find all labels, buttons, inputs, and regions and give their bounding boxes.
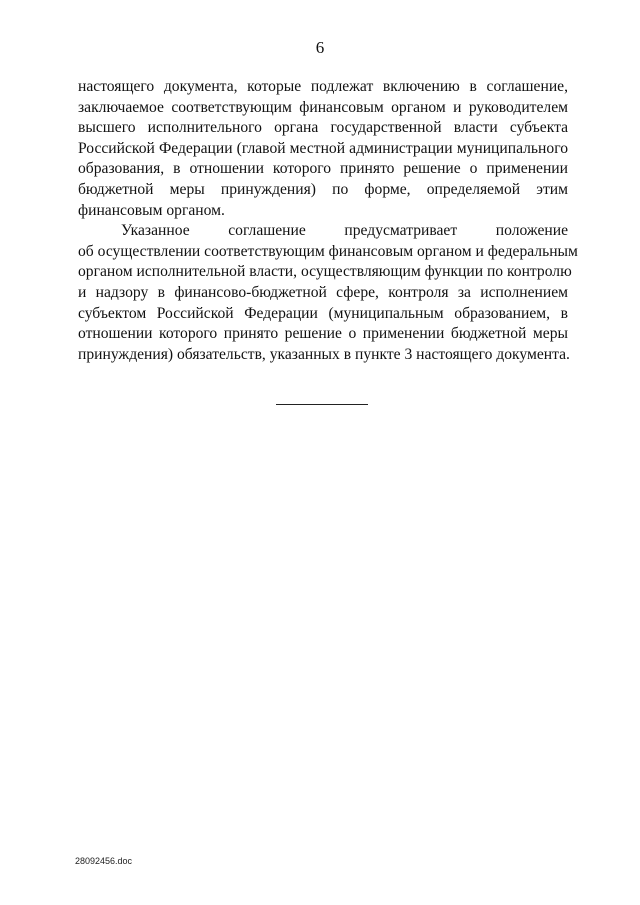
- page-number: 6: [315, 38, 325, 57]
- text-line: Указанное соглашение предусматривает положение: [121, 222, 568, 240]
- text-line: настоящего документа, которые подлежат включению в соглашение,: [78, 78, 568, 95]
- text-line: финансовым органом.: [78, 201, 225, 219]
- text-line: заключаемое соответствующим финансовым органом и руководителем: [78, 98, 568, 116]
- end-separator-line: [276, 404, 368, 405]
- text-line: органом исполнительной власти, осуществляющим функции по контролю: [78, 263, 572, 281]
- text-line: субъектом Российской Федерации (муниципальным образованием, в: [78, 304, 568, 322]
- text-line: об осуществлении соответствующим финансовым органом и федеральным: [78, 242, 578, 260]
- text-line: принуждения) обязательств, указанных в пункте 3 настоящего документа.: [78, 345, 570, 363]
- text-line: образования, в отношении которого принято решение о применении: [78, 160, 568, 178]
- paragraph-2: [78, 221, 578, 365]
- text-line: отношении которого принято решение о применении бюджетной меры: [78, 325, 568, 343]
- document-body: [78, 77, 578, 365]
- text-line: и надзору в финансово-бюджетной сфере, контроля за исполнением: [78, 283, 568, 301]
- footer-file-name: 28092456.doc: [75, 856, 133, 866]
- text-line: бюджетной меры принуждения) по форме, определяемой этим: [78, 180, 568, 198]
- text-line: Российской Федерации (главой местной администрации муниципального: [78, 139, 568, 157]
- paragraph-1: [78, 77, 568, 221]
- text-line: высшего исполнительного органа государственной власти субъекта: [78, 119, 568, 137]
